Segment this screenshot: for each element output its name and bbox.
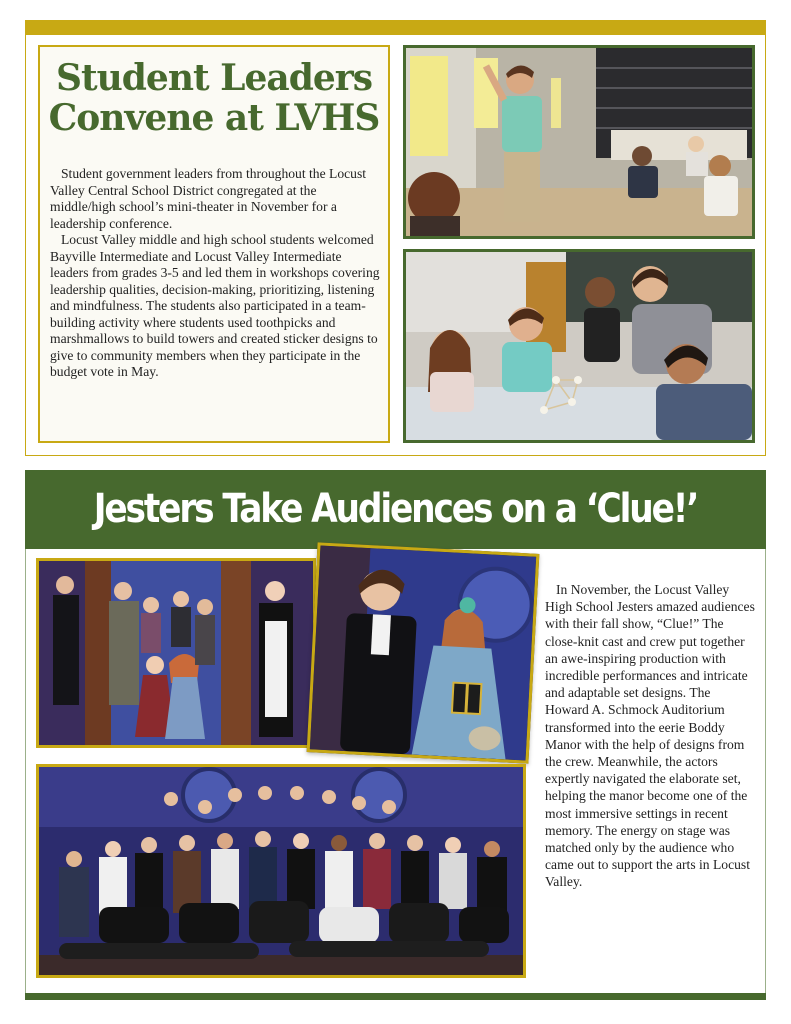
story1-headline-line1: Student Leaders (55, 57, 373, 99)
top-gold-band (25, 20, 766, 35)
bottom-green-band (25, 993, 766, 1000)
story2-body: In November, the Locust Valley High School Jesters amazed audiences with their fall show, “Clue!” The close-knit cast and crew put together an awe-inspiring production with incredible performances and intricate and adaptable set designs. The Howard A. Schmock Auditorium transformed into the eerie Boddy Manor with the help of designs from the crew. Meanwhile, the actors expertly navigated the elaborate set, helping the manor become one of the most immersive settings in recent memory. The energy on stage was matched only by the audience who came out to support the arts in Locust Valley. (545, 582, 755, 890)
story1-headline-line2: Convene at LVHS (48, 97, 380, 139)
photo-actors-gift (307, 542, 540, 763)
photo-full-cast-crew (36, 764, 526, 978)
story2-headline: Jesters Take Audiences on a ‘Clue!’ (93, 486, 698, 532)
story1-body (50, 166, 380, 381)
photo-team-building (403, 249, 755, 443)
photo-cast-doorway (36, 558, 316, 748)
story1-paragraph-2: Locust Valley middle and high school students welcomed Bayville Intermediate and Locust Valley Intermediate leaders from grades 3-5 and led them in workshops covering leadership qualities, decision-making, prioritizing, listening and mindfulness. The students also participated in a team-building activity where students used toothpicks and marshmallows to build towers and created sticker designs to give to community members when they participate in the budget vote in May. (50, 232, 380, 379)
photo-student-presenting (403, 45, 755, 239)
story1-paragraph-1: Student government leaders from throughout the Locust Valley Central School District congregated at the middle/high school’s mini-theater in November for a leadership conference. (50, 166, 367, 231)
story1-headline (44, 58, 384, 138)
